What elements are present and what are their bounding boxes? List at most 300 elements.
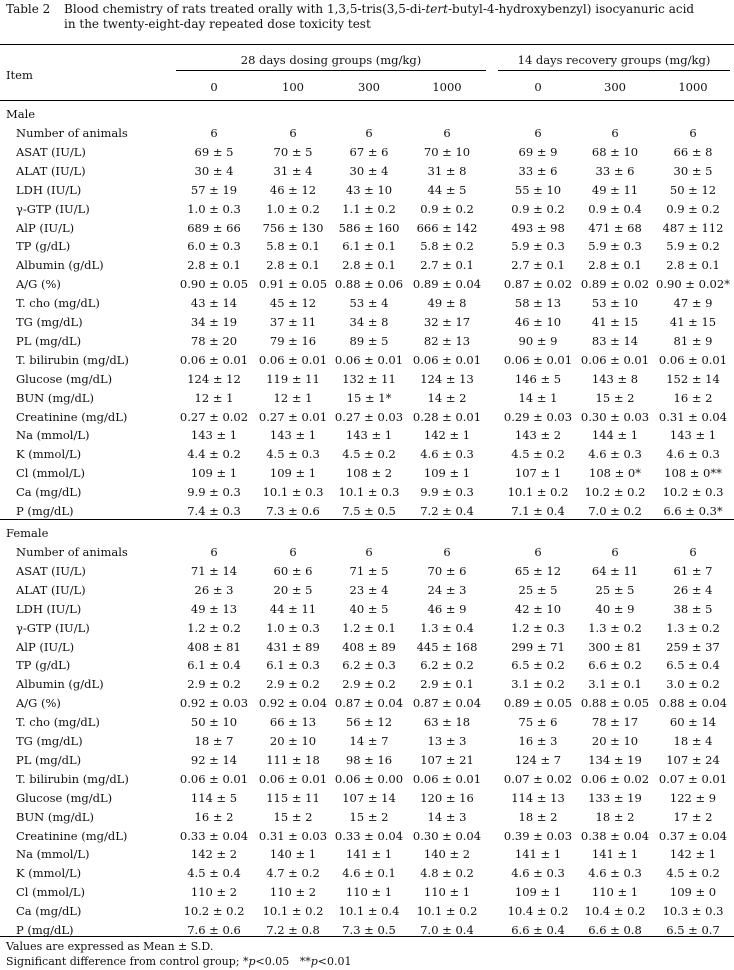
table-row	[0, 464, 734, 483]
table-cell: 3.1 ± 0.1	[588, 677, 642, 692]
table-row	[0, 389, 734, 408]
table-cell: 6	[534, 126, 542, 140]
table-cell: 25 ± 5	[518, 582, 558, 597]
table-cell: 6	[443, 126, 451, 140]
group-dosing-header: 28 days dosing groups (mg/kg)	[240, 53, 422, 67]
table-cell: 6.0 ± 0.3	[187, 239, 241, 254]
table-cell: 0.90 ± 0.02*	[656, 277, 730, 292]
table-cell: 6.2 ± 0.3	[342, 658, 396, 673]
table-cell: 15 ± 2	[595, 390, 635, 405]
table-cell: 109 ± 0	[669, 885, 717, 900]
table-cell: 1.0 ± 0.3	[187, 201, 241, 216]
table-cell: 0.33 ± 0.04	[179, 828, 249, 843]
table-cell: 0.30 ± 0.04	[412, 828, 482, 843]
table-row	[0, 827, 734, 846]
table-row	[0, 883, 734, 902]
table-cell: 107 ± 21	[420, 752, 474, 767]
table-cell: 66 ± 13	[269, 715, 317, 730]
row-label: AlP (IU/L)	[16, 639, 75, 654]
table-cell: 107 ± 24	[666, 752, 720, 767]
table-cell: 0.89 ± 0.02	[580, 277, 650, 292]
table-cell: 71 ± 5	[349, 563, 389, 578]
table-row	[0, 124, 734, 143]
table-cell: 18 ± 4	[673, 734, 713, 748]
row-label: A/G (%)	[16, 696, 61, 711]
table-cell: 4.5 ± 0.2	[511, 447, 565, 462]
table-cell: 44 ± 5	[427, 182, 467, 197]
row-label: Albumin (g/dL)	[16, 677, 104, 692]
table-cell: 60 ± 6	[273, 563, 313, 578]
table-cell: 119 ± 11	[266, 371, 320, 386]
table-cell: 1.2 ± 0.1	[342, 620, 396, 635]
table-row	[0, 751, 734, 770]
table-row	[0, 313, 734, 332]
row-label: K (mmol/L)	[16, 447, 82, 462]
table-cell: 2.9 ± 0.2	[266, 677, 320, 692]
bottom-rule	[0, 936, 734, 937]
table-cell: 10.1 ± 0.3	[262, 485, 324, 500]
row-label: Cl (mmol/L)	[16, 885, 86, 900]
table-row	[0, 219, 734, 238]
table-cell: 56 ± 12	[345, 715, 393, 730]
table-cell: 49 ± 13	[190, 601, 238, 616]
table-cell: 7.4 ± 0.3	[187, 504, 241, 518]
table-cell: 71 ± 14	[190, 563, 238, 578]
table-cell: 34 ± 19	[190, 315, 238, 329]
table-cell: 26 ± 3	[194, 582, 234, 597]
caption-label: Table 2	[6, 2, 51, 16]
table-row	[0, 483, 734, 502]
table-cell: 34 ± 8	[349, 315, 389, 329]
table-cell: 299 ± 71	[511, 639, 565, 654]
table-cell: 6	[210, 545, 218, 559]
table-cell: 471 ± 68	[588, 220, 642, 235]
table-cell: 1.0 ± 0.3	[266, 620, 320, 635]
table-cell: 0.06 ± 0.01	[258, 352, 328, 367]
table-cell: 0.87 ± 0.02	[503, 277, 573, 292]
table-cell: 431 ± 89	[266, 639, 320, 654]
table-cell: 31 ± 8	[427, 163, 467, 178]
table-row	[0, 694, 734, 713]
table-row	[0, 581, 734, 600]
table-cell: 0.88 ± 0.05	[580, 696, 650, 711]
table-cell: 57 ± 19	[190, 182, 238, 197]
table-cell: 4.6 ± 0.3	[420, 447, 474, 462]
table-cell: 140 ± 1	[269, 847, 317, 862]
footnote-sig1-star: *	[242, 955, 249, 968]
dose-header-cell: 0	[534, 80, 542, 94]
table-cell: 110 ± 1	[345, 885, 393, 900]
table-cell: 43 ± 10	[345, 182, 393, 197]
table-cell: 30 ± 4	[349, 163, 389, 178]
table-cell: 110 ± 1	[591, 885, 639, 900]
table-cell: 4.4 ± 0.2	[187, 447, 241, 462]
table-row	[0, 445, 734, 464]
table-row	[0, 543, 734, 562]
table-cell: 64 ± 11	[591, 563, 639, 578]
dose-header-cell: 1000	[678, 80, 708, 94]
table-cell: 152 ± 14	[666, 371, 720, 386]
table-cell: 6	[365, 126, 373, 140]
table-cell: 0.06 ± 0.01	[412, 771, 482, 786]
table-cell: 110 ± 2	[190, 885, 238, 900]
table-cell: 5.8 ± 0.2	[420, 239, 474, 254]
table-cell: 6.2 ± 0.2	[420, 658, 474, 673]
row-label: LDH (IU/L)	[16, 182, 82, 197]
table-cell: 2.8 ± 0.1	[666, 258, 720, 273]
table-cell: 0.06 ± 0.01	[503, 352, 573, 367]
row-label: PL (mg/dL)	[16, 333, 82, 348]
row-label: Ca (mg/dL)	[16, 904, 82, 919]
female-section-label: Female	[6, 526, 49, 540]
table-cell: 53 ± 10	[591, 296, 639, 311]
table-cell: 4.5 ± 0.4	[187, 866, 241, 881]
table-cell: 31 ± 4	[273, 163, 313, 178]
table-cell: 1.3 ± 0.2	[588, 620, 642, 635]
table-cell: 1.2 ± 0.2	[187, 620, 241, 635]
table-cell: 0.9 ± 0.2	[666, 201, 720, 216]
table-cell: 143 ± 1	[190, 428, 238, 443]
footnote-sig2-star: **	[299, 955, 311, 968]
table-cell: 30 ± 5	[673, 163, 713, 178]
table-cell: 4.6 ± 0.3	[511, 866, 565, 881]
table-cell: 143 ± 8	[591, 371, 639, 386]
table-cell: 79 ± 16	[269, 333, 317, 348]
table-cell: 10.2 ± 0.2	[584, 485, 646, 500]
table-cell: 18 ± 2	[518, 809, 558, 824]
table-cell: 142 ± 1	[423, 428, 471, 443]
top-rule	[0, 44, 734, 45]
table-cell: 17 ± 2	[673, 809, 713, 824]
table-cell: 18 ± 7	[194, 734, 234, 748]
table-cell: 20 ± 5	[273, 582, 313, 597]
table-cell: 0.39 ± 0.03	[503, 828, 573, 843]
table-row	[0, 562, 734, 581]
section-rule	[0, 519, 734, 520]
table-cell: 30 ± 4	[194, 163, 234, 178]
table-cell: 6.1 ± 0.1	[342, 239, 396, 254]
table-cell: 2.8 ± 0.1	[588, 258, 642, 273]
table-cell: 14 ± 2	[427, 390, 467, 405]
table-row	[0, 845, 734, 864]
table-cell: 445 ± 168	[416, 639, 478, 654]
table-cell: 16 ± 2	[673, 390, 713, 405]
table-cell: 41 ± 15	[669, 315, 717, 329]
table-cell: 78 ± 17	[591, 715, 639, 730]
table-cell: 4.5 ± 0.2	[666, 866, 720, 881]
table-cell: 75 ± 6	[518, 715, 558, 730]
table-cell: 107 ± 1	[514, 466, 562, 481]
table-cell: 110 ± 2	[269, 885, 317, 900]
table-cell: 144 ± 1	[591, 428, 639, 443]
dose-header-cell: 100	[282, 80, 304, 94]
table-cell: 2.7 ± 0.1	[511, 258, 565, 273]
table-row	[0, 370, 734, 389]
table-cell: 7.3 ± 0.5	[342, 923, 396, 937]
table-row	[0, 675, 734, 694]
table-cell: 33 ± 6	[595, 163, 635, 178]
table-cell: 134 ± 19	[588, 752, 642, 767]
table-cell: 10.1 ± 0.2	[262, 904, 324, 919]
table-row	[0, 332, 734, 351]
table-cell: 2.7 ± 0.1	[420, 258, 474, 273]
footnote-sig2-value: <0.01	[317, 955, 352, 968]
table-cell: 2.9 ± 0.2	[187, 677, 241, 692]
table-row	[0, 237, 734, 256]
table-cell: 586 ± 160	[338, 220, 400, 235]
row-label: TP (g/dL)	[16, 658, 71, 673]
table-cell: 10.2 ± 0.2	[183, 904, 245, 919]
table-cell: 4.6 ± 0.3	[588, 447, 642, 462]
table-row	[0, 275, 734, 294]
table-cell: 49 ± 11	[591, 182, 639, 197]
table-cell: 7.2 ± 0.8	[266, 923, 320, 937]
row-label: T. bilirubin (mg/dL)	[16, 771, 129, 786]
table-cell: 90 ± 9	[518, 333, 558, 348]
table-cell: 69 ± 9	[518, 144, 558, 159]
table-cell: 0.31 ± 0.03	[258, 828, 328, 843]
row-label: BUN (mg/dL)	[16, 390, 94, 405]
table-cell: 82 ± 13	[423, 333, 471, 348]
table-cell: 0.87 ± 0.04	[334, 696, 404, 711]
row-label: Glucose (mg/dL)	[16, 371, 113, 386]
table-cell: 114 ± 13	[511, 790, 565, 805]
table-cell: 4.5 ± 0.3	[266, 447, 320, 462]
row-label: Ca (mg/dL)	[16, 485, 82, 500]
row-label: Number of animals	[16, 545, 128, 559]
table-cell: 10.3 ± 0.3	[662, 904, 724, 919]
table-row	[0, 181, 734, 200]
table-cell: 6.6 ± 0.4	[511, 923, 565, 937]
table-cell: 5.9 ± 0.3	[588, 239, 642, 254]
table-cell: 0.87 ± 0.04	[412, 696, 482, 711]
table-cell: 143 ± 1	[669, 428, 717, 443]
table-cell: 37 ± 11	[269, 315, 317, 329]
table-cell: 109 ± 1	[514, 885, 562, 900]
table-cell: 50 ± 10	[190, 715, 238, 730]
table-cell: 6	[443, 545, 451, 559]
dose-header-cell: 1000	[432, 80, 462, 94]
table-cell: 0.88 ± 0.04	[658, 696, 728, 711]
table-cell: 6.5 ± 0.4	[666, 658, 720, 673]
group-dosing-rule	[176, 70, 486, 71]
table-cell: 10.1 ± 0.2	[507, 485, 569, 500]
table-cell: 0.06 ± 0.01	[412, 352, 482, 367]
footnote-sig1-p: p	[248, 955, 256, 968]
table-cell: 7.1 ± 0.4	[511, 504, 565, 518]
row-label: Glucose (mg/dL)	[16, 790, 113, 805]
table-cell: 58 ± 13	[514, 296, 562, 311]
table-row	[0, 256, 734, 275]
table-cell: 16 ± 2	[194, 809, 234, 824]
row-label: Na (mmol/L)	[16, 847, 90, 862]
group-recovery-rule	[498, 70, 730, 71]
table-row	[0, 638, 734, 657]
table-cell: 6	[611, 545, 619, 559]
footnote-significance	[6, 954, 352, 969]
table-cell: 6	[289, 126, 297, 140]
table-cell: 1.3 ± 0.4	[420, 620, 474, 635]
table-cell: 109 ± 1	[423, 466, 471, 481]
table-cell: 10.1 ± 0.4	[338, 904, 400, 919]
table-row	[0, 921, 734, 940]
table-cell: 666 ± 142	[416, 220, 478, 235]
row-label: Creatinine (mg/dL)	[16, 828, 128, 843]
table-cell: 61 ± 7	[673, 563, 713, 578]
table-cell: 0.92 ± 0.04	[258, 696, 328, 711]
table-cell: 46 ± 12	[269, 182, 317, 197]
table-row	[0, 408, 734, 427]
table-row	[0, 732, 734, 751]
table-cell: 4.6 ± 0.1	[342, 866, 396, 881]
table-cell: 9.9 ± 0.3	[187, 485, 241, 500]
table-cell: 0.29 ± 0.03	[503, 409, 573, 424]
table-cell: 0.37 ± 0.04	[658, 828, 728, 843]
table-cell: 142 ± 1	[669, 847, 717, 862]
table-cell: 25 ± 5	[595, 582, 635, 597]
table-cell: 69 ± 5	[194, 144, 234, 159]
table-cell: 108 ± 2	[345, 466, 393, 481]
table-row	[0, 162, 734, 181]
table-cell: 141 ± 1	[514, 847, 562, 862]
table-cell: 0.06 ± 0.01	[179, 771, 249, 786]
row-label: γ-GTP (IU/L)	[16, 201, 90, 216]
table-cell: 300 ± 81	[588, 639, 642, 654]
table-cell: 23 ± 4	[349, 582, 389, 597]
table-cell: 6	[534, 545, 542, 559]
dose-header-cell: 0	[210, 80, 218, 94]
table-row	[0, 713, 734, 732]
footnote-sig2-p: p	[310, 955, 318, 968]
table-cell: 2.8 ± 0.1	[342, 258, 396, 273]
table-cell: 2.9 ± 0.2	[342, 677, 396, 692]
table-cell: 107 ± 14	[342, 790, 396, 805]
table-cell: 70 ± 6	[427, 563, 467, 578]
caption-text: Blood chemistry of rats treated orally with 1,3,5-tris(3,5-di-	[64, 2, 426, 16]
row-label: T. cho (mg/dL)	[16, 296, 100, 311]
table-cell: 0.27 ± 0.03	[334, 409, 404, 424]
table-cell: 7.6 ± 0.6	[187, 923, 241, 937]
table-cell: 7.2 ± 0.4	[420, 504, 474, 518]
table-cell: 142 ± 2	[190, 847, 238, 862]
table-cell: 140 ± 2	[423, 847, 471, 862]
table-cell: 10.1 ± 0.2	[416, 904, 478, 919]
row-label: ASAT (IU/L)	[16, 144, 86, 159]
row-label: ALAT (IU/L)	[16, 582, 86, 597]
table-cell: 114 ± 5	[190, 790, 238, 805]
table-cell: 20 ± 10	[591, 734, 639, 748]
table-cell: 108 ± 0*	[589, 466, 641, 481]
footnote-sig1-value: <0.05	[255, 955, 290, 968]
table-cell: 83 ± 14	[591, 333, 639, 348]
dose-header-cell: 300	[604, 80, 626, 94]
table-cell: 109 ± 1	[190, 466, 238, 481]
table-cell: 43 ± 14	[190, 296, 238, 311]
table-row	[0, 656, 734, 675]
table-cell: 2.8 ± 0.1	[266, 258, 320, 273]
table-cell: 5.9 ± 0.3	[511, 239, 565, 254]
table-cell: 0.06 ± 0.02	[580, 771, 650, 786]
table-cell: 493 ± 98	[511, 220, 565, 235]
table-row	[0, 808, 734, 827]
table-cell: 7.5 ± 0.5	[342, 504, 396, 518]
row-label: K (mmol/L)	[16, 866, 82, 881]
row-label: Cl (mmol/L)	[16, 466, 86, 481]
table-cell: 7.0 ± 0.4	[420, 923, 474, 937]
table-row	[0, 619, 734, 638]
table-cell: 124 ± 7	[514, 752, 562, 767]
header-rule	[0, 100, 734, 101]
table-cell: 26 ± 4	[673, 582, 713, 597]
table-cell: 0.33 ± 0.04	[334, 828, 404, 843]
table-cell: 6	[210, 126, 218, 140]
table-cell: 6	[611, 126, 619, 140]
table-cell: 0.38 ± 0.04	[580, 828, 650, 843]
table-cell: 1.1 ± 0.2	[342, 201, 396, 216]
table-cell: 6.1 ± 0.4	[187, 658, 241, 673]
table-cell: 143 ± 2	[514, 428, 562, 443]
table-cell: 5.9 ± 0.2	[666, 239, 720, 254]
table-cell: 45 ± 12	[269, 296, 317, 311]
table-cell: 1.2 ± 0.3	[511, 620, 565, 635]
table-cell: 40 ± 5	[349, 601, 389, 616]
table-cell: 0.07 ± 0.01	[658, 771, 728, 786]
table-cell: 78 ± 20	[190, 333, 238, 348]
row-label: T. cho (mg/dL)	[16, 715, 100, 730]
row-label: Na (mmol/L)	[16, 428, 90, 443]
table-row	[0, 789, 734, 808]
table-cell: 24 ± 3	[427, 582, 467, 597]
table-cell: 44 ± 11	[269, 601, 317, 616]
table-cell: 6.5 ± 0.7	[666, 923, 720, 937]
table-cell: 408 ± 89	[342, 639, 396, 654]
row-label: AlP (IU/L)	[16, 220, 75, 235]
table-cell: 0.92 ± 0.03	[179, 696, 249, 711]
row-label: TP (g/dL)	[16, 239, 71, 254]
table-cell: 6	[689, 126, 697, 140]
table-cell: 14 ± 7	[349, 734, 389, 748]
table-cell: 40 ± 9	[595, 601, 635, 616]
table-cell: 46 ± 9	[427, 601, 467, 616]
table-row	[0, 426, 734, 445]
table-row	[0, 143, 734, 162]
table-row	[0, 200, 734, 219]
table-cell: 0.27 ± 0.02	[179, 409, 249, 424]
dose-header-cell: 300	[358, 80, 380, 94]
table-cell: 0.06 ± 0.01	[179, 352, 249, 367]
table-cell: 14 ± 1	[518, 390, 558, 405]
table-cell: 0.27 ± 0.01	[258, 409, 328, 424]
table-cell: 13 ± 3	[427, 734, 467, 748]
table-cell: 0.90 ± 0.05	[179, 277, 249, 292]
table-cell: 12 ± 1	[194, 390, 234, 405]
table-cell: 0.91 ± 0.05	[258, 277, 328, 292]
table-cell: 9.9 ± 0.3	[420, 485, 474, 500]
table-cell: 33 ± 6	[518, 163, 558, 178]
table-row	[0, 351, 734, 370]
row-label: TG (mg/dL)	[16, 315, 83, 329]
table-cell: 6	[689, 545, 697, 559]
table-cell: 6.6 ± 0.8	[588, 923, 642, 937]
table-cell: 0.07 ± 0.02	[503, 771, 573, 786]
table-cell: 141 ± 1	[591, 847, 639, 862]
table-cell: 7.3 ± 0.6	[266, 504, 320, 518]
table-cell: 0.89 ± 0.04	[412, 277, 482, 292]
table-cell: 53 ± 4	[349, 296, 389, 311]
table-cell: 143 ± 1	[345, 428, 393, 443]
table-cell: 38 ± 5	[673, 601, 713, 616]
footnote-sig-prefix: Significant difference from control group;	[6, 955, 240, 968]
